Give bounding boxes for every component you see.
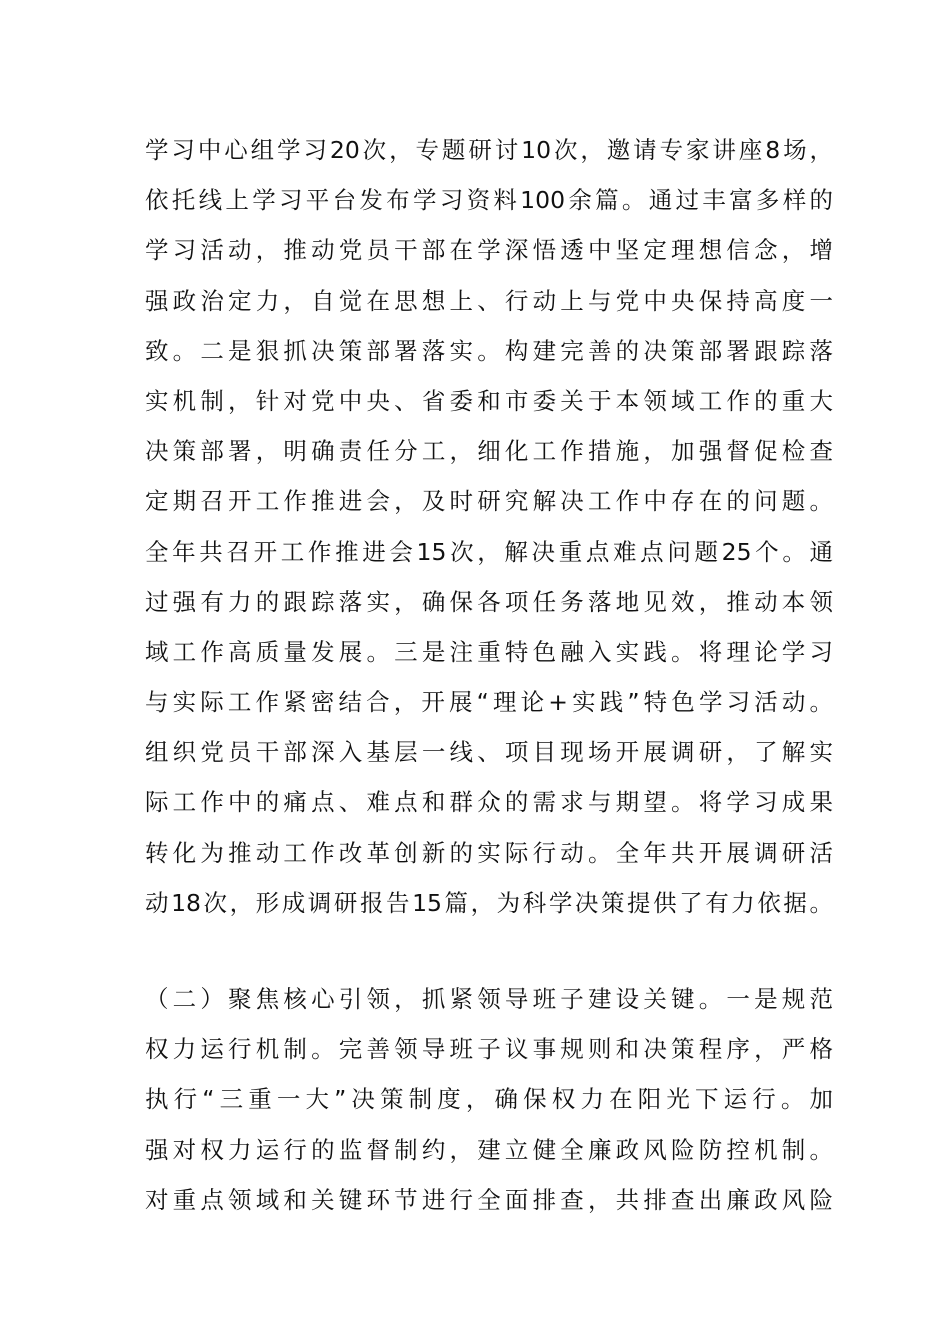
text-line: 对重点领域和关键环节进行全面排查，共排查出廉政风险 — [145, 1185, 833, 1214]
text-line: 执行“三重一大”决策制度，确保权力在阳光下运行。加 — [145, 1085, 833, 1114]
text-line: 与实际工作紧密结合，开展“理论+实践”特色学习活动。 — [145, 688, 833, 717]
text-line: 强对权力运行的监督制约，建立健全廉政风险防控机制。 — [145, 1135, 833, 1164]
text-line: 致。二是狠抓决策部署落实。构建完善的决策部署跟踪落 — [145, 336, 833, 365]
text-line: 际工作中的痛点、难点和群众的需求与期望。将学习成果 — [145, 788, 833, 817]
text-line: 组织党员干部深入基层一线、项目现场开展调研，了解实 — [145, 738, 833, 767]
text-line: 动18次，形成调研报告15篇，为科学决策提供了有力依据。 — [145, 888, 833, 917]
paragraph-leadership-building — [145, 974, 833, 1225]
text-line: 决策部署，明确责任分工，细化工作措施，加强督促检查 — [145, 437, 833, 466]
text-line: 学习活动，推动党员干部在学深悟透中坚定理想信念，增 — [145, 236, 833, 265]
text-line: 转化为推动工作改革创新的实际行动。全年共开展调研活 — [145, 838, 833, 867]
text-line: 依托线上学习平台发布学习资料100余篇。通过丰富多样的 — [145, 186, 833, 215]
paragraph-study-and-implementation — [145, 125, 833, 928]
text-line: 学习中心组学习20次，专题研讨10次，邀请专家讲座8场， — [145, 136, 833, 164]
text-line: 域工作高质量发展。三是注重特色融入实践。将理论学习 — [145, 637, 833, 666]
text-line: （二）聚焦核心引领，抓紧领导班子建设关键。一是规范 — [145, 985, 833, 1013]
text-line: 定期召开工作推进会，及时研究解决工作中存在的问题。 — [145, 487, 833, 516]
text-line: 实机制，针对党中央、省委和市委关于本领域工作的重大 — [145, 386, 833, 415]
text-line: 权力运行机制。完善领导班子议事规则和决策程序，严格 — [145, 1035, 833, 1064]
text-line: 强政治定力，自觉在思想上、行动上与党中央保持高度一 — [145, 286, 833, 315]
text-line: 过强有力的跟踪落实，确保各项任务落地见效，推动本领 — [145, 587, 833, 616]
text-line: 全年共召开工作推进会15次，解决重点难点问题25个。通 — [145, 537, 833, 566]
